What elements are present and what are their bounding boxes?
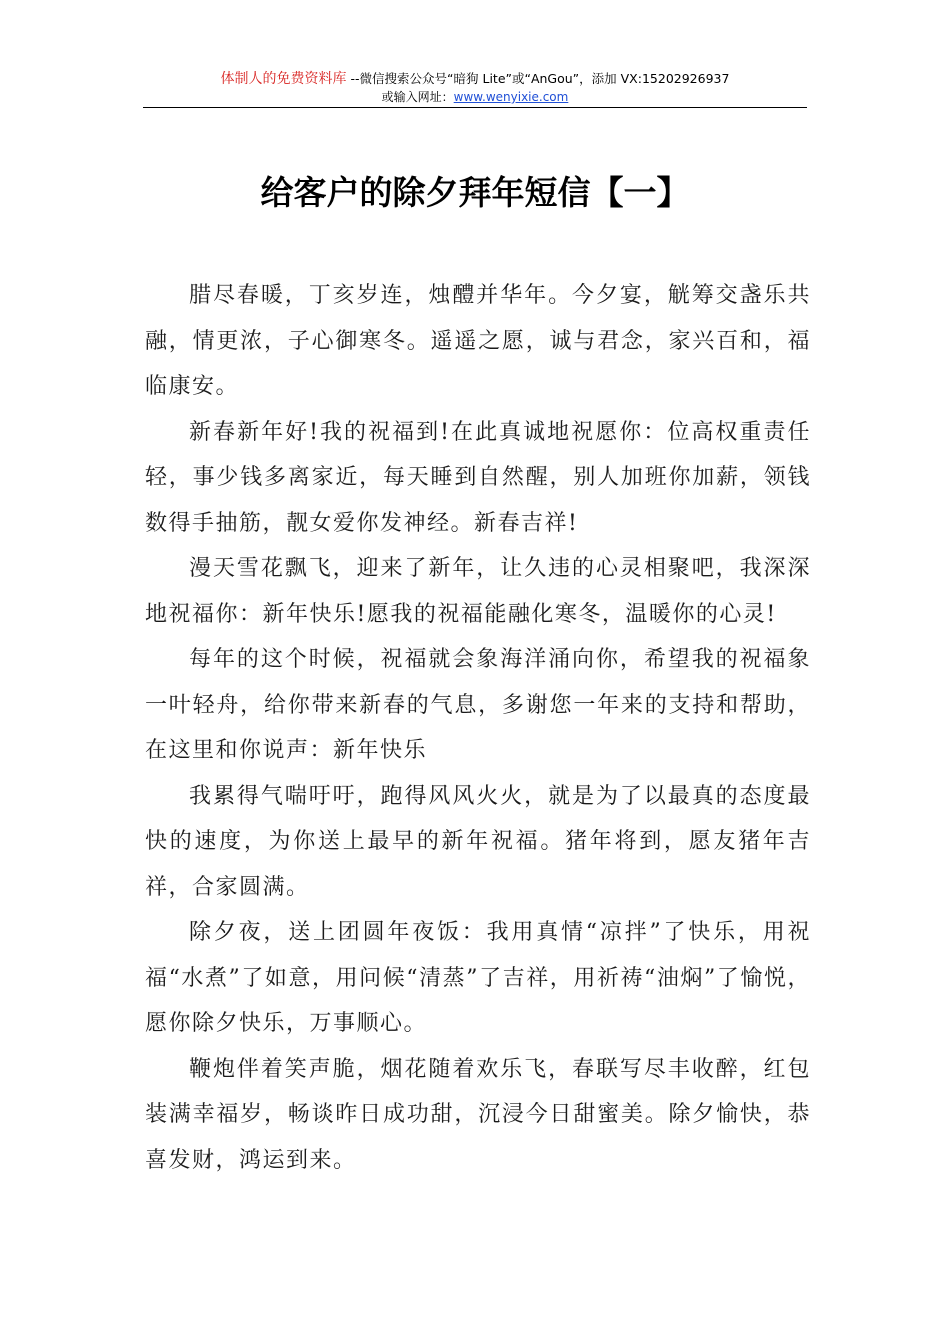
header-note: --微信搜索公众号“暗狗 Lite”或“AnGou”，添加 VX:15202926937	[346, 71, 730, 86]
paragraph: 鞭炮伴着笑声脆，烟花随着欢乐飞，春联写尽丰收醉，红包装满幸福岁，畅谈昨日成功甜，沉浸今日甜蜜美。除夕愉快，恭喜发财，鸿运到来。	[145, 1056, 811, 1173]
paragraph: 新春新年好!我的祝福到!在此真诚地祝愿你：位高权重责任轻，事少钱多离家近，每天睡到自然醒，别人加班你加薪，领钱数得手抽筋，靓女爱你发神经。新春吉祥!	[145, 419, 811, 536]
paragraph: 我累得气喘吁吁，跑得风风火火，就是为了以最真的态度最快的速度，为你送上最早的新年祝福。猪年将到，愿友猪年吉祥，合家圆满。	[145, 783, 811, 900]
paragraph: 每年的这个时候，祝福就会象海洋涌向你，希望我的祝福象一叶轻舟，给你带来新春的气息，多谢您一年来的支持和帮助，在这里和你说声：新年快乐	[145, 647, 811, 763]
paragraph: 漫天雪花飘飞，迎来了新年，让久违的心灵相聚吧，我深深地祝福你：新年快乐!愿我的祝福能融化寒冬，温暖你的心灵!	[145, 556, 811, 627]
paragraph: 腊尽春暖，丁亥岁连，烛醴并华年。今夕宴，觥筹交盏乐共融，情更浓，子心御寒冬。遥遥之愿，诚与君念，家兴百和，福临康安。	[145, 283, 811, 399]
document-body	[145, 273, 811, 1183]
header-banner	[0, 70, 950, 88]
header-brand: 体制人的免费资料库	[220, 71, 347, 87]
page-title: 给客户的除夕拜年短信【一】	[260, 173, 690, 212]
paragraph: 除夕夜，送上团圆年夜饭：我用真情“凉拌”了快乐，用祝福“水煮”了如意，用问候“清蒸”了吉祥，用祈祷“油焖”了愉悦，愿你除夕快乐，万事顺心。	[145, 920, 811, 1036]
header-url-label: 或输入网址：	[381, 90, 454, 104]
header-url-line	[0, 89, 950, 105]
header-divider	[143, 107, 807, 108]
header-url-link[interactable]: www.wenyixie.com	[453, 90, 569, 104]
